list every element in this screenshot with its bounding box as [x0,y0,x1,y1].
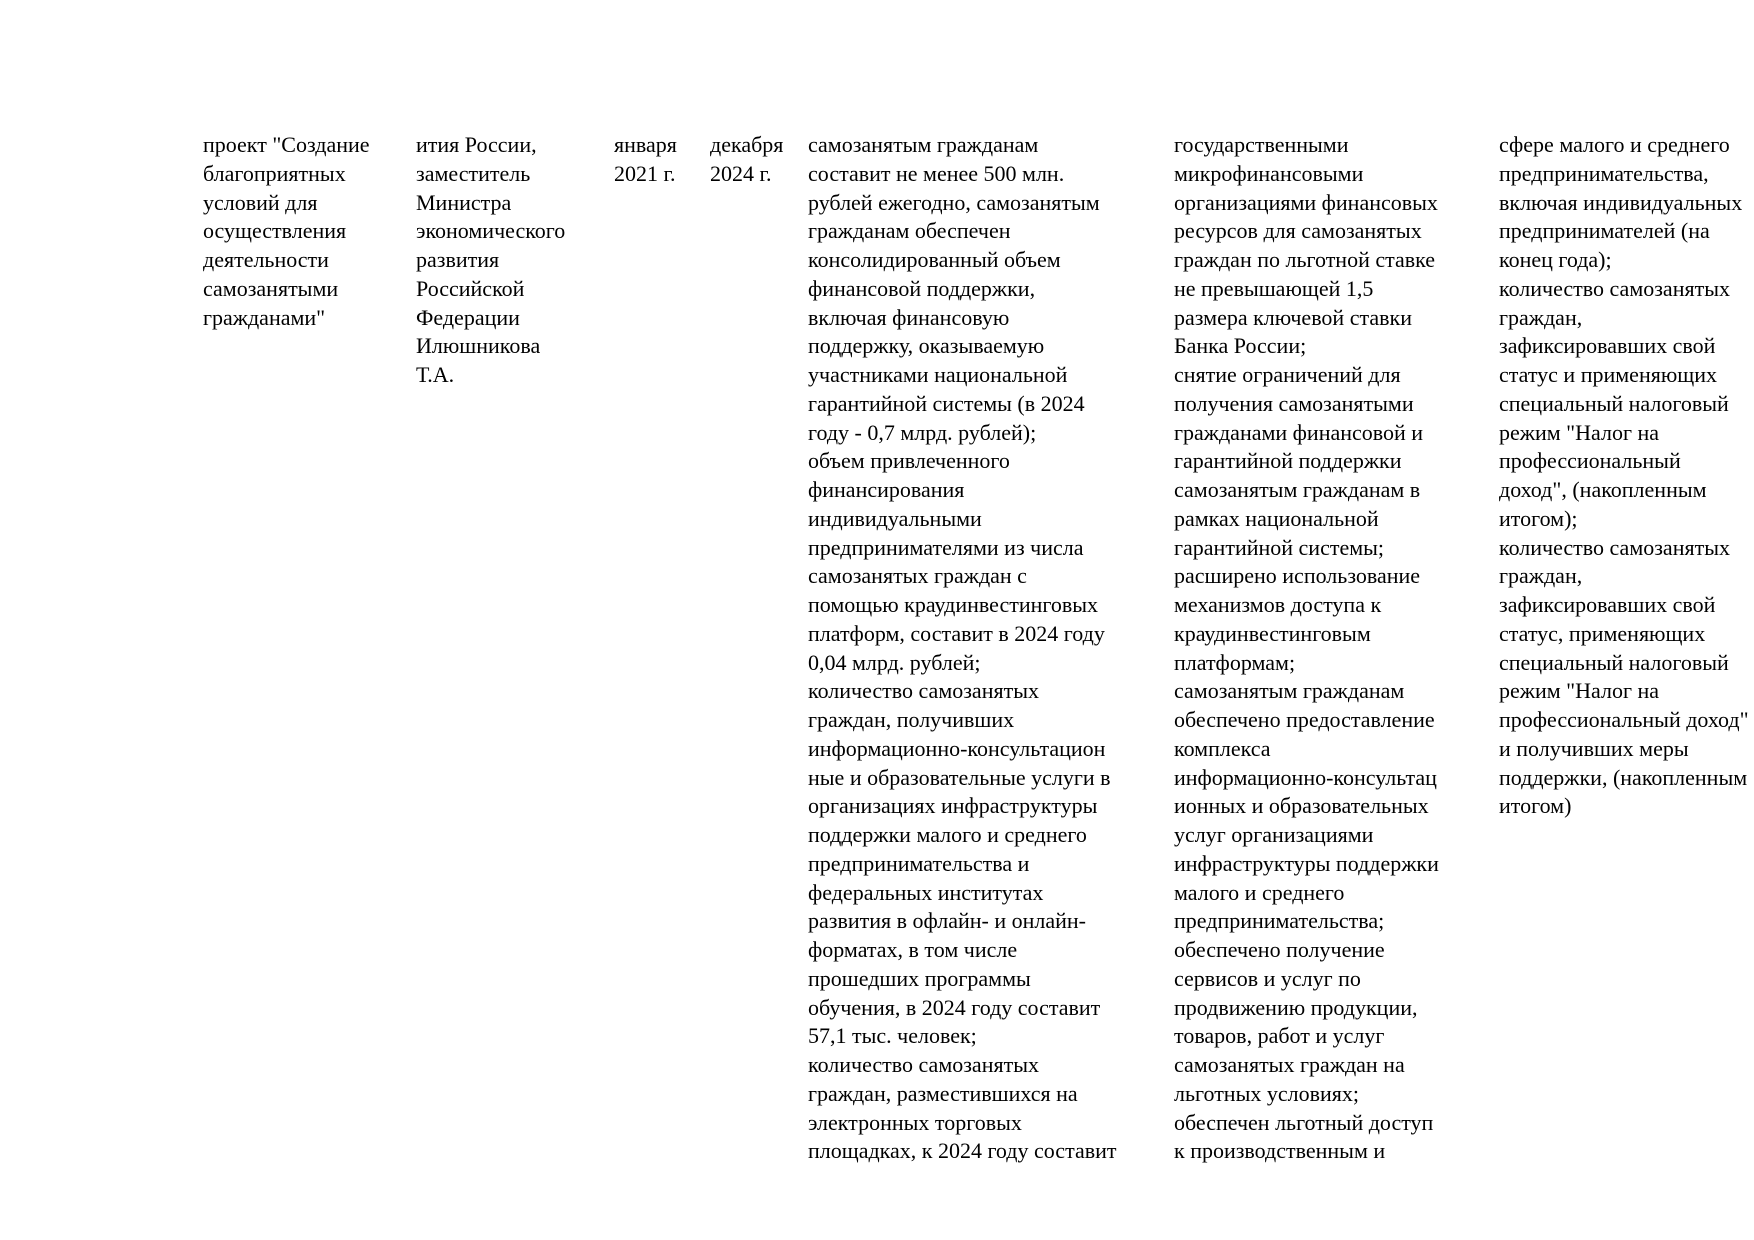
text-line: граждан, [1499,563,1583,589]
text-line: профессиональный доход" [1499,707,1749,732]
text-line: платформ, составит в 2024 году [808,620,1105,646]
text-line: прошедших программы [808,965,1031,991]
text-line: комплекса [1174,735,1271,761]
text-line: благоприятных [203,160,346,186]
text-line: информационно-консультац [1174,764,1437,790]
text-line: конец года); [1499,247,1612,272]
text-line: объем привлеченного [808,448,1010,474]
text-line: не превышающей 1,5 [1174,275,1374,301]
text-line: режим "Налог на [1499,419,1660,445]
text-line: расширено использование [1174,563,1421,589]
text-line: организациями финансовых [1174,189,1438,215]
measures-cell [1174,131,1439,1166]
text-line: проект "Создание [203,132,370,157]
text-line: рамках национальной [1174,505,1379,531]
text-line: консолидированный объем [808,247,1061,272]
text-line: площадках, к 2024 году составит [808,1138,1117,1164]
text-line: включая индивидуальных [1499,189,1743,215]
start-date-cell [614,131,677,189]
text-line: краудинвестинговым [1174,620,1371,646]
text-line: предпринимательства; [1174,908,1385,934]
text-line: государственными [1174,132,1349,157]
text-line: и получивших меры [1499,735,1689,761]
end-date-cell [710,131,783,189]
text-line: информационно-консультацион [808,735,1106,761]
text-line: режим "Налог на [1499,678,1660,704]
text-line: профессиональный [1499,448,1681,474]
text-line: 57,1 тыс. человек; [808,1023,977,1049]
text-line: граждан, разместившихся на [808,1080,1078,1106]
text-line: самозанятым гражданам в [1174,477,1421,502]
text-line: сервисов и услуг по [1174,965,1361,991]
text-line: услуг организациями [1174,822,1374,847]
text-line: финансовой поддержки, [808,275,1036,301]
text-line: размера ключевой ставки [1174,304,1412,330]
text-line: осуществления [203,218,347,244]
text-line: снятие ограничений для [1174,362,1401,387]
text-line: механизмов доступа к [1174,592,1382,617]
text-line: обеспечен льготный доступ [1174,1109,1434,1135]
text-line: предпринимательства и [808,850,1030,876]
text-line: граждан, получивших [808,707,1015,732]
text-line: Российской [416,275,525,301]
text-line: граждан по льготной ставке [1174,247,1436,272]
text-line: участниками национальной [808,362,1068,387]
text-line: микрофинансовыми [1174,160,1364,186]
text-line: самозанятым гражданам [1174,678,1405,704]
text-line: зафиксировавших свой [1499,592,1716,617]
text-line: развития в офлайн- и онлайн- [808,908,1086,934]
text-line: количество самозанятых [1499,534,1730,560]
text-line: Федерации [416,304,520,330]
indicators-cell [1499,131,1749,821]
text-line: обучения, в 2024 году составит [808,994,1101,1020]
text-line: гражданам обеспечен [808,218,1011,244]
text-line: граждан, [1499,304,1583,330]
text-line: самозанятых граждан на [1174,1052,1405,1077]
text-line: льготных условиях; [1174,1080,1360,1106]
text-line: получения самозанятыми [1174,390,1414,416]
text-line: обеспечено предоставление [1174,707,1435,732]
text-line: деятельности [203,247,329,272]
text-line: доход", (накопленным [1499,477,1707,502]
text-line: итогом); [1499,505,1578,531]
text-line: индивидуальными [808,505,982,531]
text-line: включая финансовую [808,304,1010,330]
text-line: 2021 г. [614,160,676,186]
text-line: ресурсов для самозанятых [1174,218,1422,244]
text-line: развития [416,247,500,272]
text-line: федеральных институтах [808,879,1044,905]
expected-result-cell [808,131,1117,1166]
text-line: инфраструктуры поддержки [1174,850,1439,876]
text-line: предпринимателями из числа [808,534,1084,560]
text-line: Илюшникова [416,333,541,359]
text-line: января [614,132,677,157]
text-line: Т.А. [416,362,455,387]
text-line: году - 0,7 млрд. рублей); [808,419,1037,445]
text-line: помощью краудинвестинговых [808,592,1099,617]
text-line: 0,04 млрд. рублей; [808,649,981,675]
text-line: количество самозанятых [1499,275,1730,301]
text-line: составит не менее 500 млн. [808,160,1065,186]
text-line: ные и образовательные услуги в [808,764,1111,790]
text-line: экономического [416,218,566,244]
project-name-cell [203,131,370,332]
text-line: ионных и образовательных [1174,793,1429,819]
text-line: сфере малого и среднего [1499,132,1730,157]
text-line: Министра [416,189,512,215]
text-line: специальный налоговый [1499,649,1729,675]
text-line: поддержки, (накопленным [1499,764,1748,790]
text-line: малого и среднего [1174,879,1345,905]
text-line: продвижению продукции, [1174,994,1418,1020]
text-line: самозанятыми [203,275,339,301]
text-line: организациях инфраструктуры [808,793,1098,819]
text-line: статус, применяющих [1499,620,1706,646]
text-line: специальный налоговый [1499,390,1729,416]
text-line: платформам; [1174,649,1296,675]
text-line: самозанятых граждан с [808,563,1027,589]
text-line: гарантийной системы (в 2024 [808,390,1085,416]
text-line: товаров, работ и услуг [1174,1023,1385,1049]
text-line: обеспечено получение [1174,937,1385,962]
text-line: условий для [203,189,318,215]
text-line: форматах, в том числе [808,937,1018,962]
text-line: предпринимателей (на [1499,218,1710,244]
text-line: декабря [710,132,784,157]
text-line: поддержки малого и среднего [808,822,1087,847]
text-line: статус и применяющих [1499,362,1717,387]
text-line: 2024 г. [710,160,772,186]
text-line: количество самозанятых [808,678,1039,704]
text-line: гражданами финансовой и [1174,419,1424,445]
text-line: поддержку, оказываемую [808,333,1045,359]
text-line: зафиксировавших свой [1499,333,1716,359]
text-line: к производственным и [1174,1138,1386,1164]
text-line: количество самозанятых [808,1052,1039,1077]
text-line: гарантийной системы; [1174,534,1385,560]
text-line: электронных торговых [808,1109,1022,1135]
text-line: самозанятым гражданам [808,132,1039,157]
text-line: финансирования [808,477,965,502]
text-line: ития России, [416,132,537,157]
responsible-person-cell [416,131,565,390]
text-line: итогом) [1499,793,1572,819]
text-line: рублей ежегодно, самозанятым [808,189,1100,215]
text-line: предпринимательства, [1499,160,1709,186]
text-line: Банка России; [1174,333,1307,359]
text-line: гражданами" [203,304,326,330]
text-line: заместитель [416,160,531,186]
text-line: гарантийной поддержки [1174,448,1402,474]
